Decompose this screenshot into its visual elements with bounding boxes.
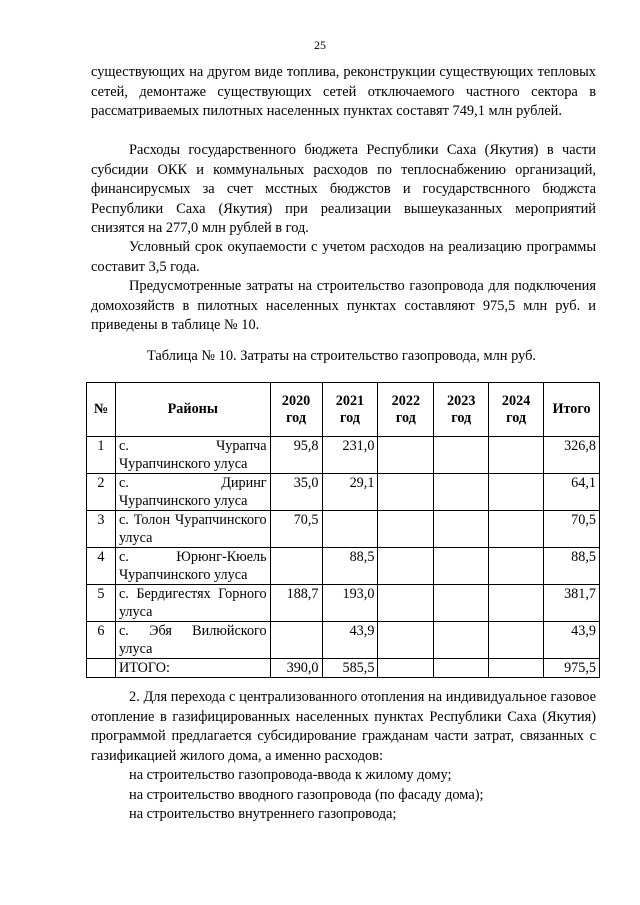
header-2021: 2021 год [322,383,378,437]
cell-2021 [322,511,378,548]
cell-2020: 390,0 [270,659,322,678]
cell-total: 88,5 [544,548,600,585]
cell-total-label: ИТОГО: [115,659,270,678]
table-total-row [87,659,600,678]
cell-district: с. Бердигестях Горного улуса [115,585,270,622]
cell-2020: 188,7 [270,585,322,622]
cell-2021: 193,0 [322,585,378,622]
cell-2023 [434,511,489,548]
table-header-row [87,383,600,437]
cell-total: 70,5 [544,511,600,548]
paragraph-subsidy-program: 2. Для перехода с централизованного отопления на индивидуальное газовое отопление в газифицированных населенных пунктах Республики Саха (Якутия) программой предлагается субсидирование гражданам части затрат, связанных с газификацией жилого дома, а именно расходов: [91,689,596,764]
cell-2024 [489,511,544,548]
paragraph-payback-period: Условный срок окупаемости с учетом расходов на реализацию программы составит 3,5 года. [91,239,596,275]
header-district: Районы [115,383,270,437]
cell-2021: 231,0 [322,437,378,474]
cell-2024 [489,474,544,511]
cell-district: с. Юрюнг-Кюель Чурапчинского улуса [115,548,270,585]
cell-2020 [270,548,322,585]
cell-2023 [434,659,489,678]
cell-district: с. Толон Чурапчинского улуса [115,511,270,548]
table-row [87,585,600,622]
paragraph-budget-savings: Расходы государственного бюджета Республики Саха (Якутия) в части субсидии ОКК и коммунальных расходов по теплоснабжению организаций, финансирусмых за счет мсстных бюджстов и государствснного бюджста Республики Саха (Якутия) при реализации вышеуказанных мероприятий снизятся на 277,0 млн рублей в год. [91,142,596,237]
cell-2023 [434,474,489,511]
cell-num: 2 [87,474,116,511]
cell-num [87,659,116,678]
cell-2021: 43,9 [322,622,378,659]
header-num: № [87,383,116,437]
cell-num: 5 [87,585,116,622]
cell-2024 [489,548,544,585]
paragraph-gas-network-costs: существующих на другом виде топлива, реконструкции существующих тепловых сетей, демонтаже существующих сетей отключаемого частного сектора в рассматриваемых пилотных населенных пунктах составят 749,1 млн рублей. [91,64,596,120]
table-row [87,437,600,474]
cell-num: 1 [87,437,116,474]
cell-2020 [270,622,322,659]
cell-2022 [378,511,434,548]
cell-total: 381,7 [544,585,600,622]
cell-total: 975,5 [544,659,600,678]
header-2023: 2023 год [434,383,489,437]
table-row [87,474,600,511]
cell-2021: 585,5 [322,659,378,678]
page-number: 25 [314,38,326,52]
cell-2022 [378,548,434,585]
cell-district: с. Чурапча Чурапчинского улуса [115,437,270,474]
cell-2020: 95,8 [270,437,322,474]
cell-2023 [434,585,489,622]
header-total: Итого [544,383,600,437]
cell-district: с. Диринг Чурапчинского улуса [115,474,270,511]
header-2020: 2020 год [270,383,322,437]
list-item: на строительство газопровода-ввода к жилому дому; [129,767,452,783]
table-row [87,548,600,585]
list-item: на строительство вводного газопровода (по фасаду дома); [129,787,484,803]
cell-2021: 29,1 [322,474,378,511]
cell-total: 326,8 [544,437,600,474]
cell-num: 4 [87,548,116,585]
cell-2024 [489,659,544,678]
cell-2024 [489,585,544,622]
cell-num: 3 [87,511,116,548]
cell-2020: 70,5 [270,511,322,548]
cell-2022 [378,659,434,678]
header-2022: 2022 год [378,383,434,437]
header-2024: 2024 год [489,383,544,437]
cell-2022 [378,622,434,659]
list-item: на строительство внутреннего газопровода; [129,806,397,822]
cell-2023 [434,622,489,659]
cell-2023 [434,437,489,474]
pipeline-costs-table [86,382,600,678]
cell-district: с. Эбя Вилюйского улуса [115,622,270,659]
table-row [87,622,600,659]
cell-total: 43,9 [544,622,600,659]
cell-2024 [489,622,544,659]
cell-total: 64,1 [544,474,600,511]
cell-2020: 35,0 [270,474,322,511]
cell-2022 [378,585,434,622]
cell-2024 [489,437,544,474]
paragraph-pipeline-costs: Предусмотренные затраты на строительство газопровода для подключения домохозяйств в пилотных населенных пунктах составляют 975,5 млн руб. и приведены в таблице № 10. [91,278,596,334]
cell-num: 6 [87,622,116,659]
cell-2022 [378,437,434,474]
table-row [87,511,600,548]
cell-2023 [434,548,489,585]
cell-2022 [378,474,434,511]
cell-2021: 88,5 [322,548,378,585]
table-caption: Таблица № 10. Затраты на строительство газопровода, млн руб. [146,348,536,364]
